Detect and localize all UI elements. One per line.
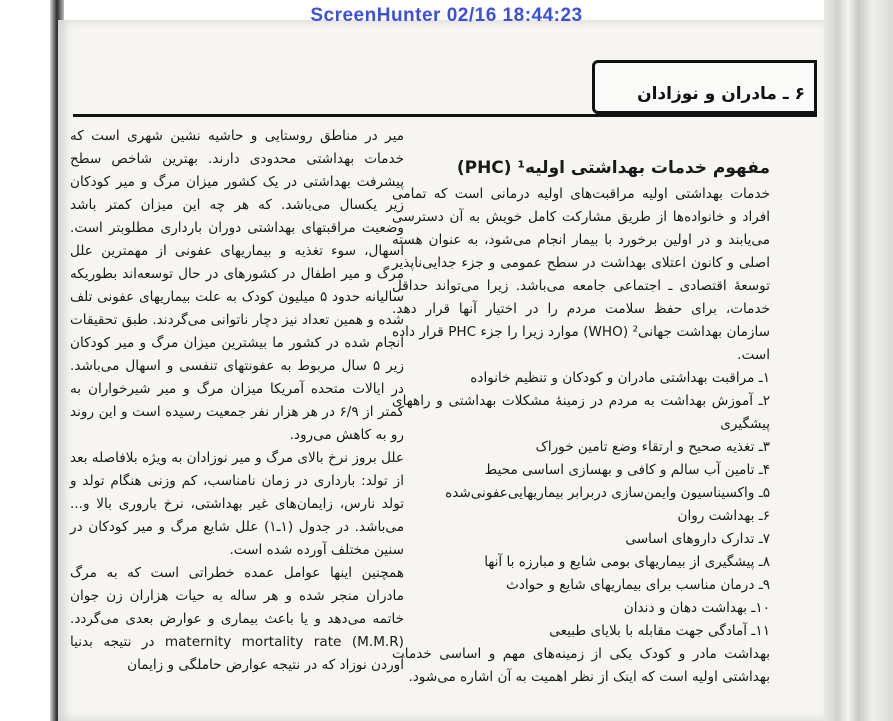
section-heading: مفهوم خدمات بهداشتی اولیه¹ (PHC) — [456, 158, 770, 178]
chapter-title: ۶ ـ مادران و نوزادان — [637, 84, 805, 104]
right-column — [392, 155, 770, 689]
left-paragraph-3: همچنین اینها عوامل عمده خطراتی است که به مرگ مادران منجر شده و هر ساله به حیات هزاران زن جوان خاتمه می‌دهد و یا باعث بیماری و عوارض بعدی می‌گردد. maternity mortality rate (M.M.R) در نتیجه بدنیا آوردن نوزاد که در نتیجه عوارض حاملگی و زایمان — [70, 565, 404, 673]
list-item: ۱ـ مراقبت بهداشتی مادران و کودکان و تنظیم خانواده — [470, 370, 770, 386]
closing-paragraph: بهداشت مادر و کودک یکی از زمینه‌های مهم و اساسی خدمات بهداشتی اولیه است که اینک از نظر اهمیت به آن اشاره می‌شود. — [392, 646, 770, 685]
left-paragraph-2: علل بروز نرخ بالای مرگ و میر نوزادان به ویژه بلافاصله بعد از تولد: بارداری در زمان نامناسب، کم وزنی هنگام تولد و تولد نارس، زایمان‌های غیر بهداشتی، نرخ باروری بالا و... می‌باشد. در جدول (۱ـ۱) علل شایع مرگ و میر کودکان در سنین مختلف آورده شده است. — [70, 450, 404, 558]
left-column — [70, 125, 404, 677]
list-item: ۲ـ آموزش بهداشت به مردم در زمینهٔ مشکلات بهداشتی و راههای پیشگیری — [392, 393, 770, 432]
left-paragraph-1: میر در مناطق روستایی و حاشیه نشین شهری است که خدمات بهداشتی محدودی دارند. بهترین شاخص سطح پیشرفت بهداشتی در یک کشور میزان مرگ و میر کودکان زیر یکسال می‌باشد. که هر چه این میزان کمتر باشد وضعیت مراقبتهای بهداشتی دوران بارداری مطلوبتر است. اسهال، سوء تغذیه و بیماریهای عفونی از مهمترین علل مرگ و میر اطفال در کشورهای در حال توسعه‌اند بطوریکه سالیانه حدود ۵ میلیون کودک به علت بیماریهای عفونی تلف شده و همین تعداد نیز دچار ناتوانی می‌گردند. طبق تحقیقات انجام شده در کشور ما بیشترین میزان مرگ و میر کودکان زیر ۵ سال مربوط به عفونتهای تنفسی و اسهال می‌باشد. در ایالات متحده آمریکا میزان مرگ و میر شیرخواران به کمتر از ۶/۹ در هر هزار نفر جمعیت رسیده است و این روند رو به کاهش می‌رود. — [70, 128, 404, 443]
list-item: ۱۰ـ بهداشت دهان و دندان — [623, 600, 770, 616]
screenhunter-watermark: ScreenHunter 02/16 18:44:23 — [310, 5, 583, 26]
list-item: ۳ـ تغذیه صحیح و ارتقاء وضع تامین خوراک — [535, 439, 770, 455]
chapter-rule — [73, 114, 817, 117]
list-item: ۷ـ تدارک داروهای اساسی — [625, 531, 770, 547]
page-stack-edge — [824, 0, 893, 721]
list-item: ۱۱ـ آمادگی جهت مقابله با بلایای طبیعی — [549, 623, 770, 639]
list-item: ۵ـ واکسیناسیون وایمن‌سازی دربرابر بیماریهایی‌عفونی‌شده — [445, 485, 770, 501]
list-item: ۸ـ پیشگیری از بیماریهای بومی شایع و مبارزه با آنها — [484, 554, 770, 570]
intro-paragraph: خدمات بهداشتی اولیه مراقبت‌های اولیه درمانی است که تمامی افراد و خانواده‌ها از طریق مشارکت کامل خویش به آن دسترسی می‌یابند و در اولین برخورد با بیمار انجام می‌شود، به عنوان هسته اصلی و کانون اعتلای بهداشت در سطح عمومی و جزء جدایی‌ناپذیر توسعهٔ اقتصادی ـ اجتماعی جامعه می‌باشد. زیرا می‌تواند حداقل خدمات، برای حفظ سلامت مردم را در اختیار آنها قرار دهد. سازمان بهداشت جهانی² (WHO) موارد زیرا را جزء PHC قرار داده است. — [392, 186, 770, 363]
phc-list — [392, 367, 770, 643]
book-page — [58, 20, 824, 721]
list-item: ۶ـ بهداشت روان — [677, 508, 770, 524]
list-item: ۹ـ درمان مناسب برای بیماریهای شایع و حوادث — [506, 577, 770, 593]
list-item: ۴ـ تامین آب سالم و کافی و بهسازی اساسی محیط — [484, 462, 770, 478]
